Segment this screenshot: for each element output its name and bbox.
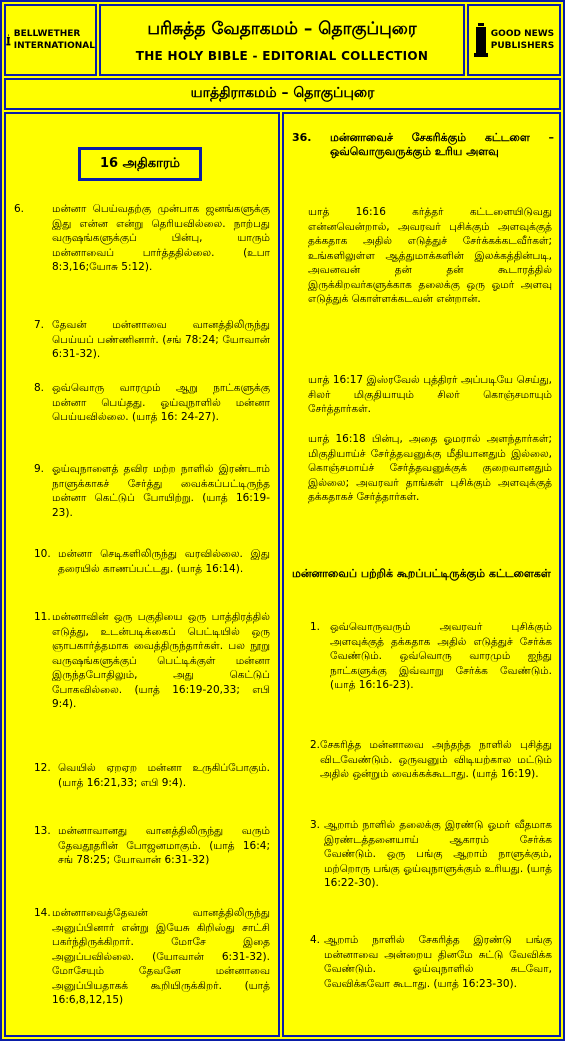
title-english: THE HOLY BIBLE - EDITORIAL COLLECTION (135, 49, 429, 63)
good-news-logo-text: GOOD NEWS PUBLISHERS (490, 29, 555, 51)
rule-item (310, 738, 552, 782)
book-subtitle: யாத்திராகமம் – தொகுப்புரை (4, 78, 561, 110)
item-text: தேவன் மன்னாவை வானத்திலிருந்து பெய்யப் பண்ணினார். (சங் 78:24; யோவான் 6:31-32). (52, 319, 270, 360)
bell-tower-icon (6, 23, 11, 57)
bellwether-logo-text: BELLWETHER INTERNATIONAL (13, 29, 95, 51)
subsection-heading: மன்னாவைப் பற்றிக் கூறப்பட்டிருக்கும் கட்டளைகள் (292, 567, 551, 580)
list-item (34, 462, 270, 520)
item-text: மன்னாவானது வானத்திலிருந்து வரும் தேவதூதரின் போஜனமாகும். (யாத் 16:4; சங் 78:25; யோவான் 6:31-32) (58, 825, 270, 866)
bellwether-logo (4, 4, 97, 76)
rule-item (310, 620, 552, 693)
section-heading (292, 131, 554, 159)
item-text: மன்னாவைத்தேவன் வானத்திலிருந்து அனுப்பினார் என்று இயேசு கிறிஸ்து சாட்சி பகர்ந்திருக்கிறார். மோசே இதை அனுப்பவில்லை. (யோவான் 6:31-32). மோசேயும் தேவனே மன்னாவை அனுப்பியதாகக் கூறியிருக்கிறர். (யாத் 16:6,8,12,15) (52, 907, 270, 1006)
rule-number: 1. (310, 621, 321, 633)
item-number: 13. (34, 825, 51, 837)
verse-paragraph: யாத் 16:17 இஸ்ரவேல் புத்திரர் அப்படியே செய்து, சிலர் மிகுதியாயும் சிலர் கொஞ்சமாயும் சேர்த்தார்கள். (308, 374, 552, 415)
verse-paragraph: யாத் 16:18 பின்பு, அதை ஓமரால் அளந்தார்கள்; மிகுதியாய்ச் சேர்த்தவனுக்கு மீதியானதும் இல்லை, கொஞ்சமாய்ச் சேர்த்தவனுக்குக் குறைவானதும் இல்லை; அவரவர் தாங்கள் புசிக்கும் அளவுக்குத் தக்கதாகச் சேர்த்தார்கள். (308, 433, 552, 503)
rule-text: ஆறாம் நாளில் தலைக்கு இரண்டு ஓமர் வீதமாக இரண்டத்தனையாய் ஆகாரம் சேர்க்க வேண்டும். ஒரு பங்கு ஆறாம் நாளுக்கும், மற்றொரு பங்கு ஓய்வுநாளுக்கும் உரியது. (யாத் 16:22-30). (324, 819, 552, 889)
section-title: மன்னாவைச் சேகரிக்கும் கட்டளை – ஒவ்வொருவருக்கும் உரிய அளவு (330, 131, 554, 158)
rule-text: ஒவ்வொருவரும் அவரவர் புசிக்கும் அளவுக்குத் தக்கதாக அதில் எடுத்துச் சேர்க்க வேண்டும். ஒவ்வொரு வாரமும் ஐந்து நாட்களுக்கு இவ்வாறு சேர்க்க வேண்டும். (யாத் 16:16-23). (330, 621, 552, 691)
list-item (34, 610, 270, 712)
item-text: வெயில் ஏறஏற மன்னா உருகிப்போகும். (யாத் 16:21,33; எபி 9:4). (58, 762, 270, 789)
list-item (34, 824, 270, 868)
item-number: 14. (34, 907, 51, 919)
list-item (34, 381, 270, 425)
item-number: 8. (34, 382, 45, 394)
list-item (14, 202, 270, 275)
publisher-emblem-icon (474, 23, 488, 57)
section-number: 36. (292, 131, 312, 144)
item-number: 9. (34, 463, 45, 475)
item-text: மன்னா செடிகளிலிருந்து வரவில்லை. இது தரையில் காணப்பட்டது. (யாத் 16:14). (58, 548, 270, 575)
chapter-heading: 16 அதிகாரம் (78, 147, 202, 181)
rule-number: 2. (310, 739, 321, 751)
item-number: 11. (34, 611, 51, 623)
list-item (34, 906, 270, 1008)
list-item (34, 761, 270, 790)
item-text: மன்னாவின் ஒரு பகுதியை ஒரு பாத்திரத்தில் எடுத்து, உடன்படிக்கைப் பெட்டியில் ஒரு ஞாபகார்த்தமாக வைத்திருந்தார்கள். பல நூறு வருஷங்களுக்குப் பெட்டிக்குள் மன்னா இருந்தபோதிலும், அது கெட்டுப் போகவில்லை. (யாத் 16:19-20,33; எபி 9:4). (52, 611, 270, 710)
item-text: மன்னா பெய்வதற்கு முன்பாக ஜனங்களுக்கு இது என்ன என்று தெரியவில்லை. நாற்பது வருஷங்களுக்குப் பின்பு, யாரும் மன்னாவைப் பார்த்ததில்லை. (உபா 8:3,16;யோசு 5:12). (52, 203, 270, 273)
item-number: 10. (34, 548, 51, 560)
item-number: 7. (34, 319, 45, 331)
item-text: ஓய்வுநாளைத் தவிர மற்ற நாளில் இரண்டாம் நாளுக்காகச் சேர்த்து வைக்கப்பட்டிருந்த மன்னா கெட்டுப் போயிற்று. (யாத் 16:19-23). (52, 463, 270, 519)
title-tamil: பரிசுத்த வேதாகமம் – தொகுப்புரை (147, 19, 417, 39)
rule-number: 3. (310, 819, 321, 831)
rule-number: 4. (310, 934, 321, 946)
item-number: 6. (14, 203, 25, 215)
list-item (34, 547, 270, 576)
good-news-logo (467, 4, 561, 76)
item-text: ஒவ்வொரு வாரமும் ஆறு நாட்களுக்கு மன்னா பெய்தது. ஓய்வுநாளில் மன்னா பெய்யவில்லை. (யாத் 16: 24-27). (52, 382, 270, 423)
rule-text: ஆறாம் நாளில் சேகரித்த இரண்டு பங்கு மன்னாவை அன்றைய தினமே சுட்டு வேவிக்க வேண்டும். ஓய்வுநாளில் சுடவோ, வேவிக்கவோ கூடாது. (யாத் 16:23-30). (324, 934, 552, 990)
list-item (34, 318, 270, 362)
rule-item (310, 818, 552, 891)
verse-paragraph: யாத் 16:16 கர்த்தர் கட்டளையிடுவது என்னவென்றால், அவரவர் புசிக்கும் அளவுக்குத் தக்கதாக அதில் எடுத்துச் சேர்க்கக்கடவீர்கள்; உங்களிலுள்ள ஆத்துமாக்களின் இலக்கத்தின்படி, அவனவன் தன் தன் கூடாரத்தில் இருக்கிறவர்களுக்காக தலைக்கு ஒரு ஓமர் அளவு எடுத்துக் கொள்ளக்கடவன் என்றான். (308, 206, 552, 305)
page-header (99, 4, 465, 76)
rule-item (310, 933, 552, 991)
item-number: 12. (34, 762, 51, 774)
rule-text: சேகரித்த மன்னாவை அந்தந்த நாளில் புசித்து விடவேண்டும். ஒருவனும் விடியற்கால மட்டும் அதில் ஒன்றும் வைக்கக்கூடாது. (யாத் 16:19). (320, 739, 552, 780)
